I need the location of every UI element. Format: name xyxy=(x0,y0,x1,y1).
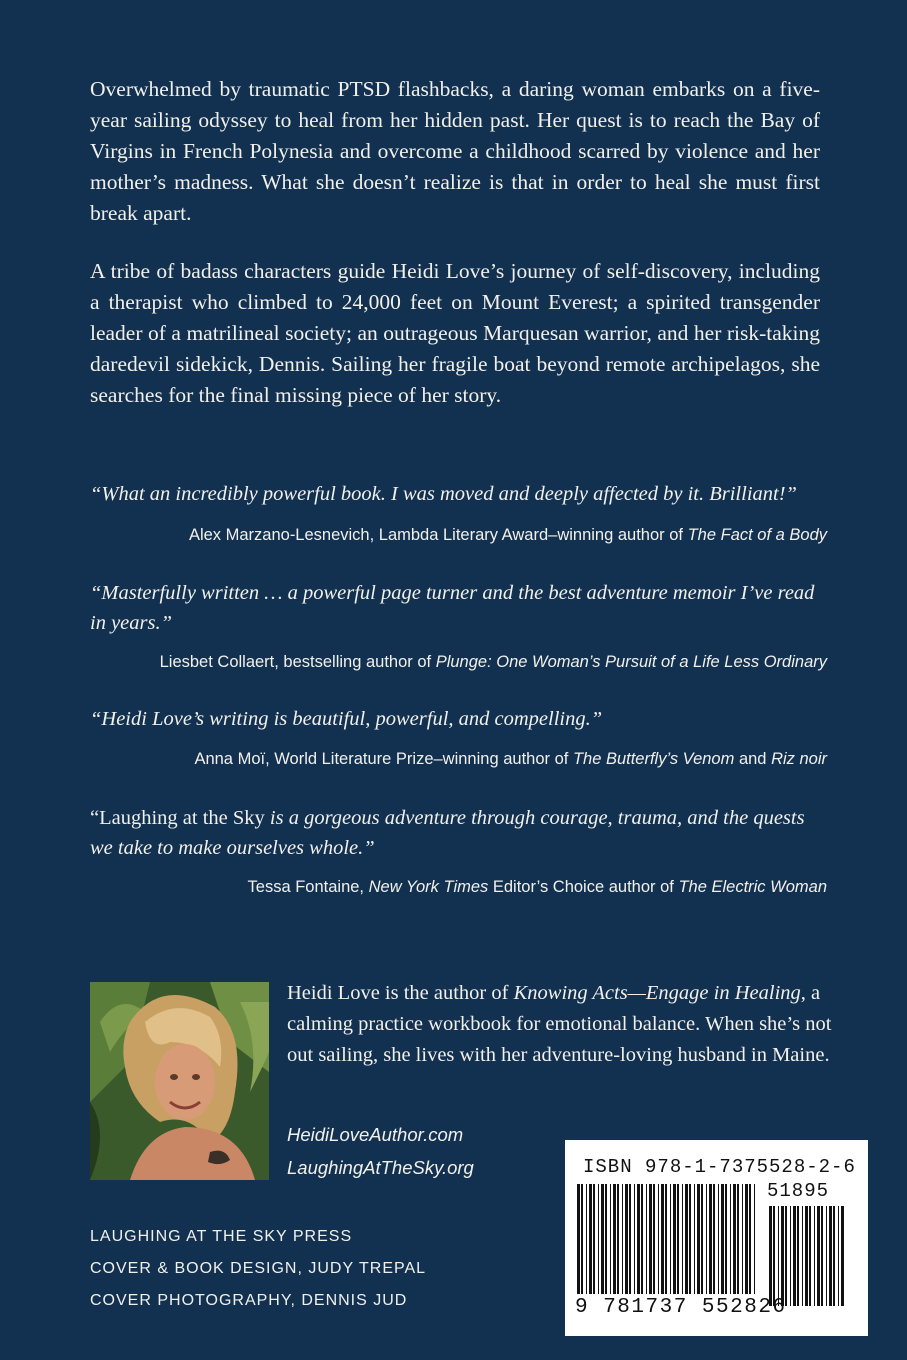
website-link-2[interactable]: LaughingAtTheSky.org xyxy=(287,1157,474,1178)
barcode-bar xyxy=(622,1184,623,1294)
barcode-bar xyxy=(709,1184,712,1294)
blurb-work-title-4: The Electric Woman xyxy=(678,878,827,896)
blurb-quote-4: “Laughing at the Sky is a gorgeous adventure through courage, trauma, and the quests we take to make ourselves whole.” xyxy=(90,807,805,859)
isbn-barcode xyxy=(565,1140,868,1336)
barcode-bar xyxy=(781,1206,784,1306)
barcode-bar xyxy=(833,1206,835,1306)
author-photo xyxy=(90,982,269,1180)
barcode-bar xyxy=(721,1184,724,1294)
barcode-bar xyxy=(598,1184,599,1294)
barcode-bar xyxy=(641,1184,643,1294)
barcode-bar xyxy=(610,1184,611,1294)
barcode-bar xyxy=(673,1184,676,1294)
blurb-book-title: “Laughing at the Sky xyxy=(90,807,265,829)
blurb-work-title-1: The Fact of a Body xyxy=(687,526,827,544)
blurb-attribution-3: Anna Moï, World Literature Prize–winning author of The Butterfly’s Venom and Riz noir xyxy=(194,750,827,768)
barcode-bar xyxy=(581,1184,583,1294)
barcode-bar xyxy=(733,1184,736,1294)
barcode-bar xyxy=(625,1184,628,1294)
blurb-attribution-2: Liesbet Collaert, bestselling author of Plunge: One Woman’s Pursuit of a Life Less Ordinary xyxy=(159,653,827,671)
barcode-bar xyxy=(730,1184,731,1294)
barcode-bar xyxy=(685,1184,688,1294)
barcode-bar xyxy=(670,1184,671,1294)
barcode-bar xyxy=(829,1206,832,1306)
barcode-bar xyxy=(653,1184,655,1294)
barcode-bar xyxy=(661,1184,664,1294)
blurb-publication: New York Times xyxy=(368,878,489,896)
barcode-bar xyxy=(706,1184,707,1294)
barcode-bar xyxy=(613,1184,616,1294)
author-bio: Heidi Love is the author of Knowing Acts—Engage in Healing, a calming practice workbook for emotional balance. When she’s not out sailing, she lives with her adventure-loving husband in Maine. xyxy=(287,982,832,1066)
barcode-bar xyxy=(593,1184,595,1294)
price-code: 51895 xyxy=(767,1180,830,1202)
barcode-bar xyxy=(646,1184,647,1294)
ean-barcode-bars xyxy=(577,1184,757,1294)
publisher-credit: LAUGHING AT THE SKY PRESS xyxy=(90,1228,353,1245)
description-paragraph-1: Overwhelmed by traumatic PTSD flashbacks, a daring woman embarks on a five-year sailing odyssey to heal from her hidden past. Her quest is to reach the Bay of Virgins in French Polynesia and overcome a childhood scarred by violence and her mother’s madness. What she doesn’t realize is that in order to heal she must first break apart. xyxy=(90,77,820,225)
barcode-bar xyxy=(769,1206,772,1306)
barcode-bar xyxy=(634,1184,635,1294)
barcode-bar xyxy=(725,1184,727,1294)
blurb-attribution-1: Alex Marzano-Lesnevich, Lambda Literary Award–winning author of The Fact of a Body xyxy=(188,526,827,544)
barcode-bar xyxy=(797,1206,799,1306)
barcode-bar xyxy=(577,1184,580,1294)
barcode-bar xyxy=(665,1184,667,1294)
barcode-bar xyxy=(749,1184,751,1294)
barcode-bar xyxy=(586,1184,587,1294)
blurb-quote-2: “Masterfully written … a powerful page turner and the best adventure memoir I’ve read in years.” xyxy=(90,582,815,634)
barcode-bar xyxy=(694,1184,695,1294)
barcode-bar xyxy=(790,1206,791,1306)
barcode-bar xyxy=(689,1184,691,1294)
barcode-bar xyxy=(821,1206,823,1306)
barcode-bar xyxy=(826,1206,827,1306)
barcode-bar xyxy=(805,1206,808,1306)
barcode-bar xyxy=(814,1206,815,1306)
barcode-bar xyxy=(701,1184,703,1294)
barcode-bar xyxy=(809,1206,811,1306)
barcode-bar xyxy=(817,1206,820,1306)
barcode-bar xyxy=(649,1184,652,1294)
blurb-work-title-3: The Butterfly’s Venom xyxy=(572,750,735,768)
barcode-bar xyxy=(785,1206,787,1306)
barcode-bar xyxy=(605,1184,607,1294)
barcode-bar xyxy=(682,1184,683,1294)
description-paragraph-2: A tribe of badass characters guide Heidi Love’s journey of self-discovery, including a therapist who climbed to 24,000 feet on Mount Everest; a spirited transgender leader of a matrilineal society; an outrageous Marquesan warrior, and her risk-taking daredevil sidekick, Dennis. Sailing her fragile boat beyond remote archipelagos, she searches for the final missing piece of her story. xyxy=(90,259,820,407)
barcode-bar xyxy=(713,1184,715,1294)
barcode-bar xyxy=(697,1184,700,1294)
price-barcode-bars xyxy=(769,1206,847,1306)
website-link-1[interactable]: HeidiLoveAuthor.com xyxy=(287,1124,464,1145)
barcode-bar xyxy=(629,1184,631,1294)
barcode-bar xyxy=(838,1206,839,1306)
barcode-bar xyxy=(737,1184,739,1294)
barcode-bar xyxy=(658,1184,659,1294)
barcode-bar xyxy=(841,1206,844,1306)
barcode-bar xyxy=(589,1184,592,1294)
ean-digits: 9 781737 552826 xyxy=(575,1296,787,1319)
blurb-work-title-3b: Riz noir xyxy=(771,750,827,768)
barcode-bar xyxy=(802,1206,803,1306)
photography-credit: COVER PHOTOGRAPHY, DENNIS JUD xyxy=(90,1292,408,1309)
barcode-bar xyxy=(677,1184,679,1294)
blurb-work-title-2: Plunge: One Woman’s Pursuit of a Life Less Ordinary xyxy=(435,653,827,671)
barcode-bar xyxy=(637,1184,640,1294)
blurb-quote-1: “What an incredibly powerful book. I was moved and deeply affected by it. Brilliant!” xyxy=(90,483,797,505)
blurb-quote-3: “Heidi Love’s writing is beautiful, powerful, and compelling.” xyxy=(90,708,603,730)
author-book-title: Knowing Acts—Engage in Healing xyxy=(513,982,801,1004)
blurb-attribution-4: Tessa Fontaine, New York Times Editor’s Choice author of The Electric Woman xyxy=(247,878,827,896)
barcode-bar xyxy=(745,1184,748,1294)
barcode-bar xyxy=(754,1184,755,1294)
barcode-bar xyxy=(793,1206,796,1306)
barcode-bar xyxy=(718,1184,719,1294)
isbn-label: ISBN 978-1-7375528-2-6 xyxy=(583,1156,856,1178)
barcode-bar xyxy=(773,1206,775,1306)
barcode-bar xyxy=(742,1184,743,1294)
barcode-bar xyxy=(617,1184,619,1294)
design-credit: COVER & BOOK DESIGN, JUDY TREPAL xyxy=(90,1260,427,1277)
barcode-bar xyxy=(778,1206,779,1306)
barcode-bar xyxy=(601,1184,604,1294)
